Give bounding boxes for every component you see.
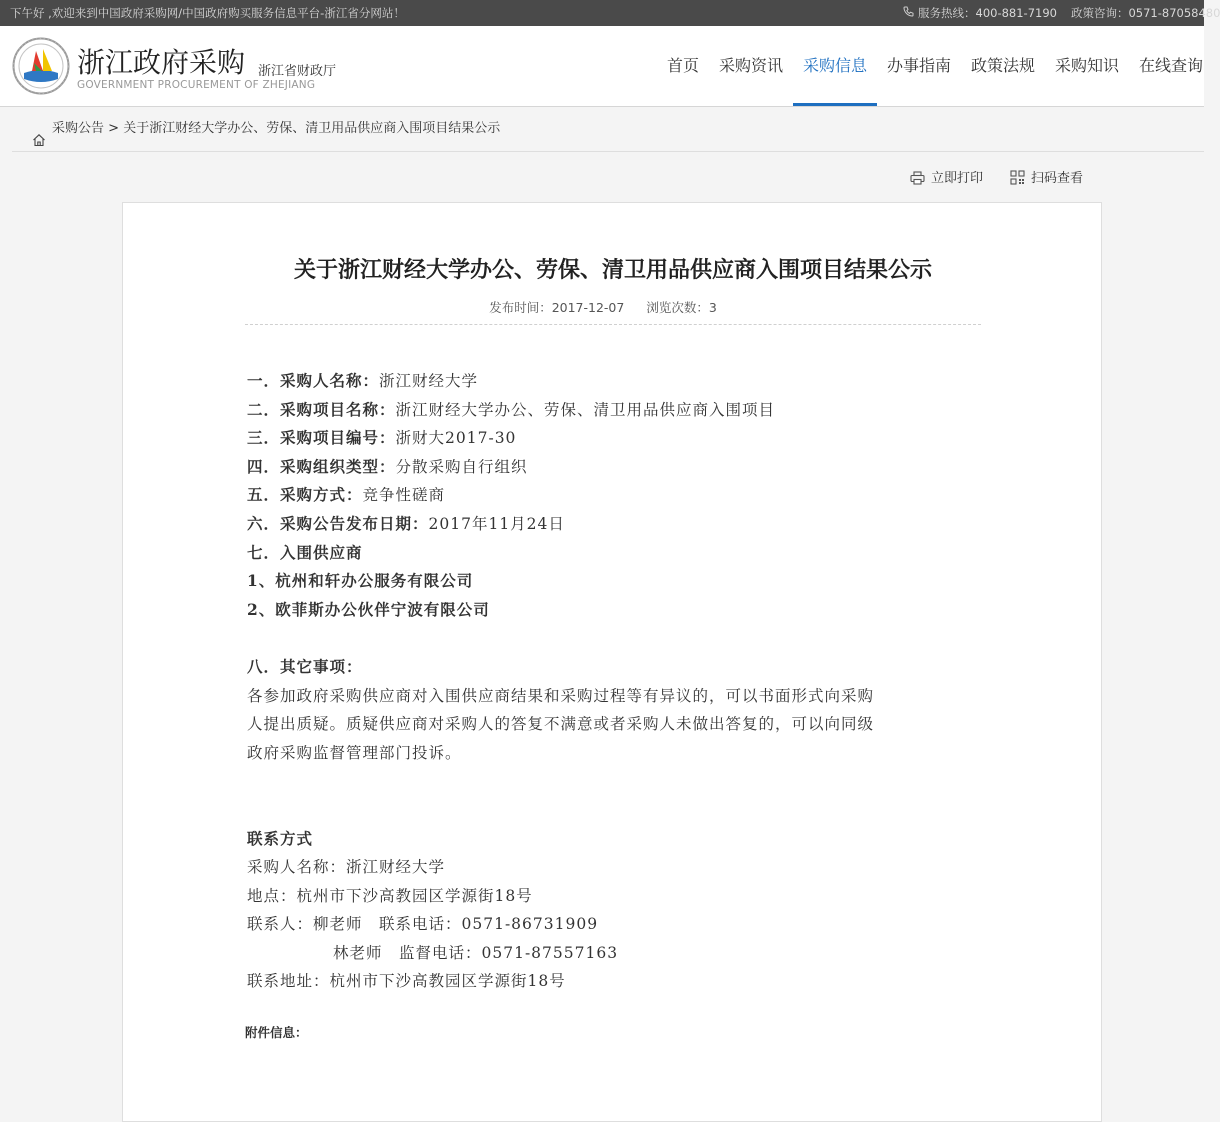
info-line: 四．采购组织类型：分散采购自行组织 <box>247 456 528 476</box>
contact-line: 采购人名称：浙江财经大学 <box>247 858 446 877</box>
contact-strip <box>902 0 1220 26</box>
site-logo[interactable] <box>12 37 70 95</box>
info-line: 三．采购项目编号：浙财大2017-30 <box>247 428 517 448</box>
article-meta <box>123 298 1083 316</box>
supplier-item: 1、杭州和轩办公服务有限公司 <box>247 571 474 591</box>
article-body <box>247 367 983 996</box>
contact-address: 联系地址：杭州市下沙高教园区学源街18号 <box>247 972 566 991</box>
hotline-text: 服务热线：400-881-7190 <box>918 6 1057 20</box>
contact-line: 林老师 监督电话：0571-87557163 <box>333 943 619 962</box>
info-line: 五．采购方式：竞争性磋商 <box>247 485 446 505</box>
breadcrumb-current: 关于浙江财经大学办公、劳保、清卫用品供应商入围项目结果公示 <box>123 121 501 136</box>
nav-regulations[interactable]: 政策法规 <box>970 56 1035 75</box>
welcome-text: 下午好 ,欢迎来到中国政府采购网/中国政府购买服务信息平台-浙江省分网站！ <box>10 6 405 20</box>
nav-guide[interactable]: 办事指南 <box>886 56 951 75</box>
contact-line: 联系人：柳老师 联系电话：0571-86731909 <box>247 915 599 934</box>
other-matters-text: 政府采购监督管理部门投诉。 <box>247 743 462 762</box>
supplier-item: 2、欧菲斯办公伙伴宁波有限公司 <box>247 599 490 619</box>
site-subtitle: 浙江省财政厅 <box>258 64 337 79</box>
breadcrumb-parent[interactable]: 采购公告 <box>52 121 105 136</box>
breadcrumb-separator: > <box>108 121 120 136</box>
info-line: 二．采购项目名称：浙江财经大学办公、劳保、清卫用品供应商入围项目 <box>247 399 776 419</box>
home-icon[interactable] <box>32 121 46 135</box>
view-count: 浏览次数：3 <box>646 300 717 315</box>
publish-time: 发布时间：2017-12-07 <box>489 300 625 315</box>
attachments-label: 附件信息： <box>245 1025 308 1040</box>
phone-icon <box>902 0 915 26</box>
nav-online-query[interactable]: 在线查询 <box>1138 56 1203 75</box>
other-matters-text: 人提出质疑。质疑供应商对采购人的答复不满意或者采购人未做出答复的，可以向同级 <box>247 715 875 734</box>
nav-knowledge[interactable]: 采购知识 <box>1054 56 1119 75</box>
qr-code-icon <box>1010 170 1025 185</box>
contact-line: 地点：杭州市下沙高教园区学源街18号 <box>247 886 533 905</box>
site-title[interactable]: 浙江政府采购 <box>77 46 246 79</box>
print-label: 立即打印 <box>931 171 984 186</box>
other-matters-heading: 八．其它事项： <box>247 656 363 676</box>
suppliers-heading: 七．入围供应商 <box>247 542 363 562</box>
policy-hotline-text: 政策咨询：0571-87058480 <box>1070 6 1220 20</box>
announcement-panel <box>122 202 1102 1122</box>
nav-home[interactable]: 首页 <box>666 56 699 75</box>
contact-heading: 联系方式 <box>247 828 314 848</box>
printer-icon <box>910 171 925 185</box>
scan-label: 扫码查看 <box>1031 171 1084 186</box>
site-header <box>0 26 1204 107</box>
info-line: 六．采购公告发布日期：2017年11月24日 <box>247 513 565 533</box>
breadcrumb <box>12 106 1204 152</box>
top-info-bar <box>0 0 1220 26</box>
title-divider <box>245 324 981 325</box>
other-matters-text: 各参加政府采购供应商对入围供应商结果和采购过程等有异议的，可以书面形式向采购 <box>247 686 875 705</box>
scan-qr-button[interactable] <box>1010 168 1083 190</box>
site-english-name: GOVERNMENT PROCUREMENT OF ZHEJIANG <box>77 79 316 91</box>
print-button[interactable] <box>910 168 983 190</box>
info-line: 一．采购人名称：浙江财经大学 <box>247 371 479 390</box>
nav-procurement-news[interactable]: 采购资讯 <box>718 56 783 75</box>
article-title: 关于浙江财经大学办公、劳保、清卫用品供应商入围项目结果公示 <box>293 258 932 283</box>
nav-procurement-info[interactable]: 采购信息 <box>793 26 877 106</box>
